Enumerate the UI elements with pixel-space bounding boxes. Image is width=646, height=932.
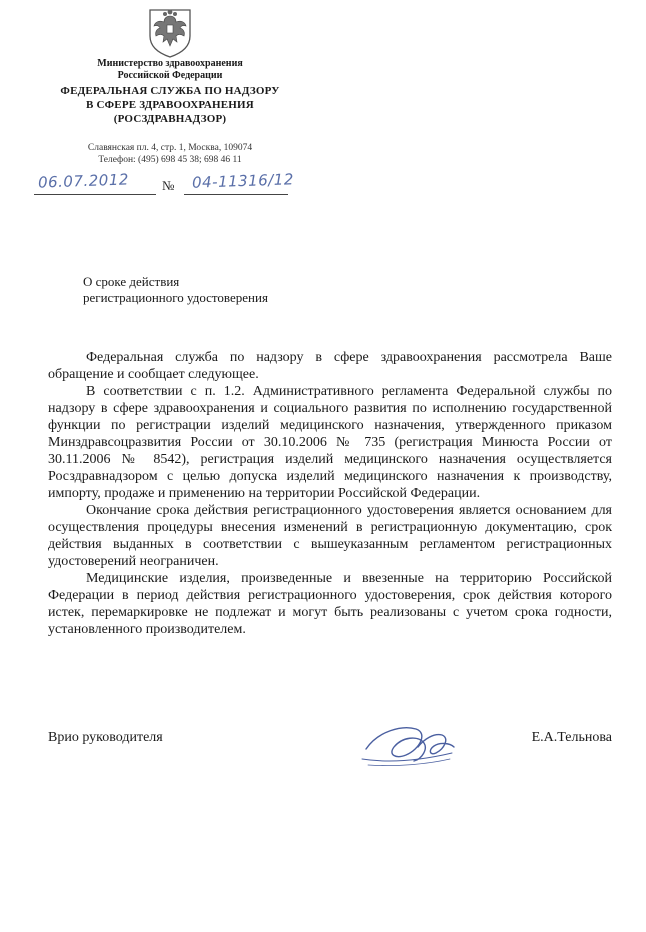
number-label: № [162, 178, 175, 193]
handwritten-number: 04-11316/12 [191, 170, 295, 192]
coat-of-arms-icon [147, 6, 193, 58]
date-underline [34, 194, 156, 195]
letter-subject: О сроке действия регистрационного удостоверения [83, 274, 268, 305]
handwritten-signature [358, 719, 458, 771]
number-underline [184, 194, 288, 195]
signature-block [48, 727, 612, 787]
agency-address: Славянская пл. 4, стр. 1, Москва, 109074 Телефон: (495) 698 45 38; 698 46 11 [87, 143, 253, 165]
body-paragraph: В соответствии с п. 1.2. Административного регламента Федеральной службы по надзору в сфере здравоохранения и социального развития по исполнению государственной функции по регистрации изделий медицинского назначения, утвержденного приказом Минздравсоцразвития России от 30.10.2006 № 735 (регистрация Минюста России от 30.11.2006 № 8542), регистрация изделий медицинского назначения осуществляется Росздравнадзором с целью допуска изделий медицинского назначения к производству, импорту, продаже и применению на территории Российской Федерации. [48, 384, 612, 501]
handwritten-date: 06.07.2012 [37, 170, 130, 192]
body-paragraph: Медицинские изделия, произведенные и ввезенные на территорию Российской Федерации в период действия регистрационного удостоверения, срок действия которого истек, перемаркировке не подлежат и могут быть реализованы с учетом срока годности, установленного производителем. [48, 571, 612, 637]
signatory-name: Е.А.Тельнова [531, 730, 612, 745]
body-paragraph: Федеральная служба по надзору в сфере здравоохранения рассмотрела Ваше обращение и сообщает следующее. [48, 350, 612, 382]
letter-body [48, 349, 612, 638]
ministry-name: Министерство здравоохранения Российской Федерации [97, 58, 243, 81]
signatory-position: Врио руководителя [48, 730, 163, 745]
body-paragraph: Окончание срока действия регистрационного удостоверения является основанием для осуществления процедуры внесения изменений в регистрационную документацию, срок действия выданных в соответствии с вышеуказанным регламентом регистрационных удостоверений неограничен. [48, 503, 612, 569]
agency-name: ФЕДЕРАЛЬНАЯ СЛУЖБА ПО НАДЗОРУ В СФЕРЕ ЗДРАВООХРАНЕНИЯ (РОСЗДРАВНАДЗОР) [60, 85, 280, 125]
